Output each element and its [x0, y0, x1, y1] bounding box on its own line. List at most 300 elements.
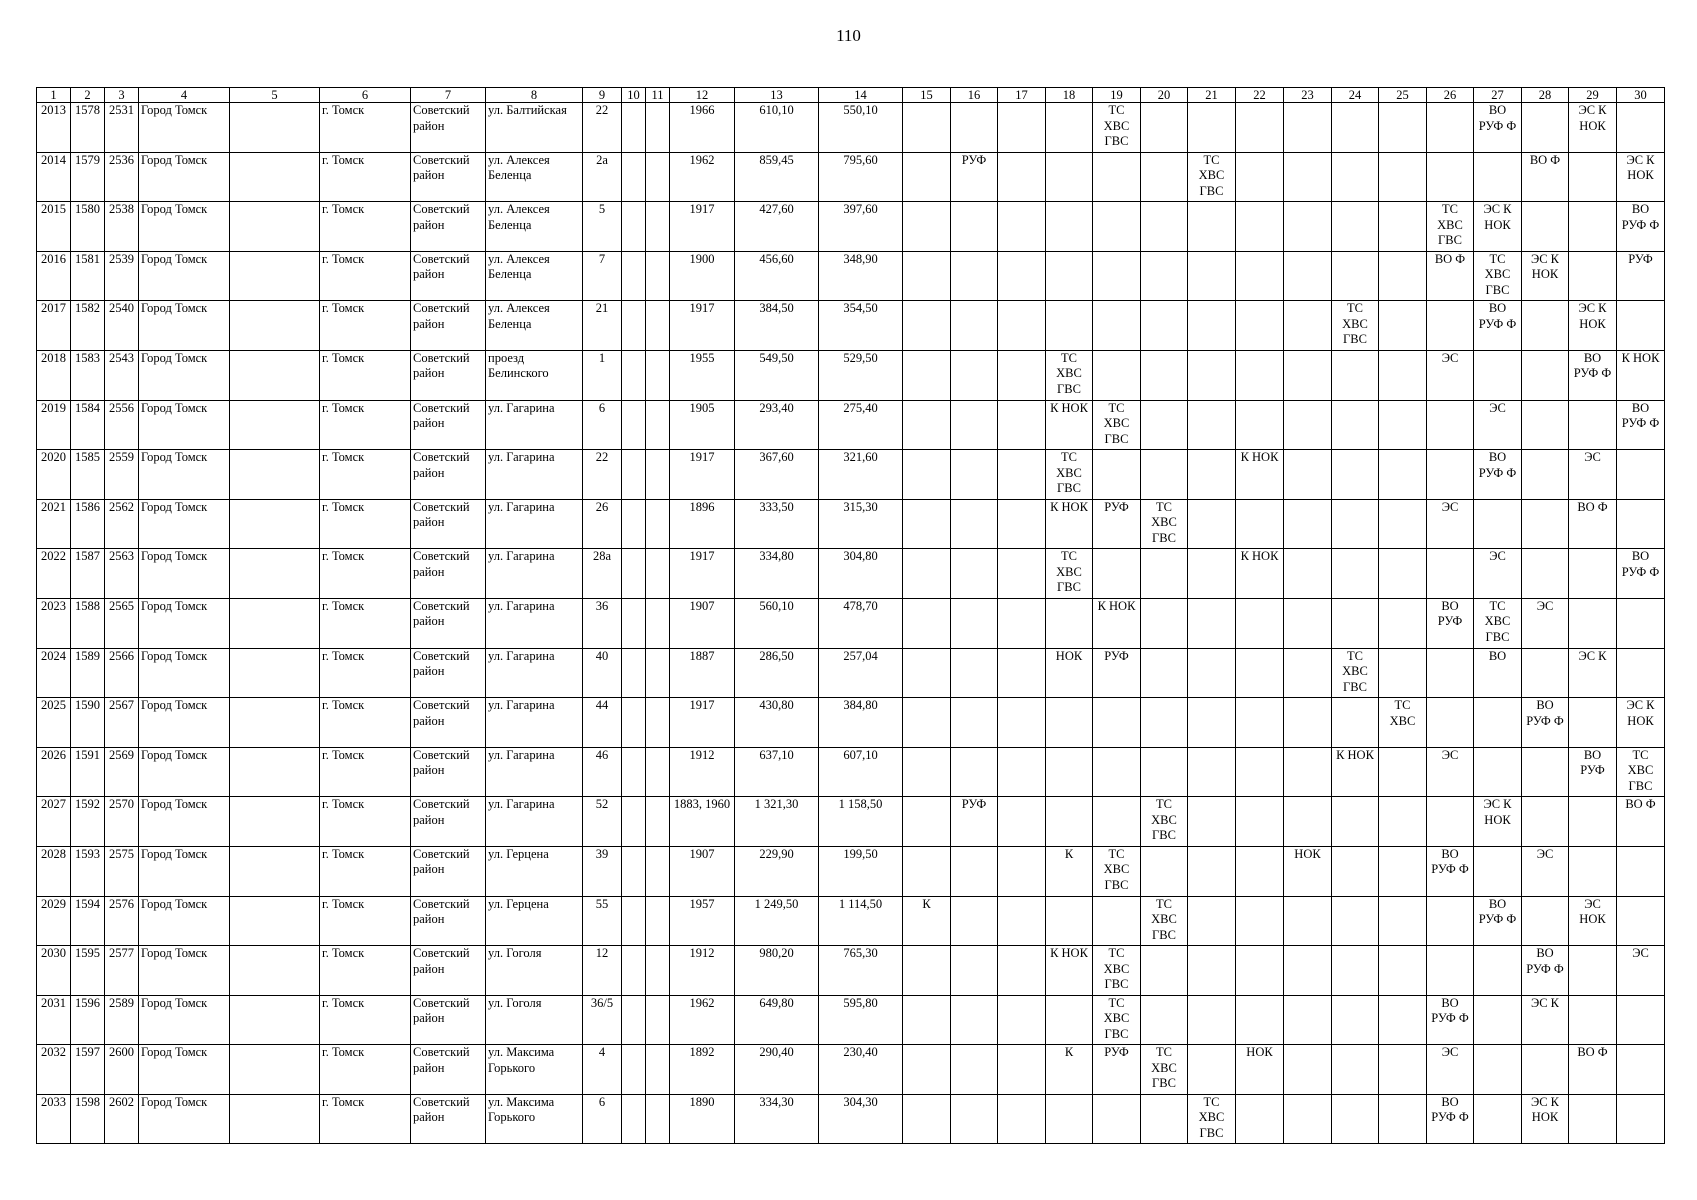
cell-col-12: 1917 [670, 202, 735, 252]
cell-col-8: ул. Гагарина [486, 400, 583, 450]
cell-col-15 [903, 400, 951, 450]
cell-col-11 [646, 698, 670, 748]
cell-col-29: ВО Ф [1569, 499, 1617, 549]
column-header-5: 5 [230, 88, 320, 103]
cell-col-14: 1 114,50 [819, 896, 903, 946]
cell-col-30: ВО Ф [1617, 797, 1665, 847]
cell-col-27: ТС ХВС ГВС [1474, 598, 1522, 648]
cell-col-22 [1236, 202, 1284, 252]
cell-col-28 [1522, 499, 1569, 549]
cell-col-2: 1598 [71, 1094, 105, 1144]
cell-col-2: 1590 [71, 698, 105, 748]
cell-col-20 [1141, 1094, 1188, 1144]
cell-col-24 [1332, 1045, 1379, 1095]
cell-col-2: 1596 [71, 995, 105, 1045]
cell-col-13: 333,50 [735, 499, 819, 549]
column-header-3: 3 [105, 88, 139, 103]
cell-col-15 [903, 152, 951, 202]
cell-col-15 [903, 103, 951, 153]
column-header-4: 4 [139, 88, 230, 103]
cell-col-24: ТС ХВС ГВС [1332, 648, 1379, 698]
cell-col-9: 21 [583, 301, 622, 351]
cell-col-19: ТС ХВС ГВС [1093, 846, 1141, 896]
cell-col-19: РУФ [1093, 648, 1141, 698]
cell-col-11 [646, 896, 670, 946]
cell-col-14: 230,40 [819, 1045, 903, 1095]
cell-col-18: НОК [1046, 648, 1093, 698]
cell-col-7: Советский район [411, 1045, 486, 1095]
page-number: 110 [836, 26, 861, 45]
cell-col-13: 293,40 [735, 400, 819, 450]
cell-col-7: Советский район [411, 648, 486, 698]
cell-col-13: 980,20 [735, 946, 819, 996]
cell-col-14: 607,10 [819, 747, 903, 797]
cell-col-6: г. Томск [320, 648, 411, 698]
cell-col-4: Город Томск [139, 946, 230, 996]
cell-col-25 [1379, 896, 1427, 946]
cell-col-16: РУФ [951, 797, 998, 847]
table-row [37, 251, 1665, 301]
cell-col-5 [230, 648, 320, 698]
cell-col-21 [1188, 103, 1236, 153]
cell-col-29 [1569, 1094, 1617, 1144]
cell-col-16 [951, 946, 998, 996]
cell-col-1: 2015 [37, 202, 71, 252]
cell-col-27: ЭС [1474, 549, 1522, 599]
cell-col-17 [998, 797, 1046, 847]
cell-col-12: 1907 [670, 598, 735, 648]
cell-col-19 [1093, 152, 1141, 202]
cell-col-17 [998, 350, 1046, 400]
cell-col-8: ул. Гагарина [486, 598, 583, 648]
cell-col-15: К [903, 896, 951, 946]
cell-col-28: ВО Ф [1522, 152, 1569, 202]
cell-col-20: ТС ХВС ГВС [1141, 896, 1188, 946]
cell-col-30: ВО РУФ Ф [1617, 400, 1665, 450]
cell-col-19: РУФ [1093, 1045, 1141, 1095]
column-header-8: 8 [486, 88, 583, 103]
cell-col-4: Город Томск [139, 499, 230, 549]
cell-col-27: ЭС К НОК [1474, 797, 1522, 847]
column-header-6: 6 [320, 88, 411, 103]
cell-col-10 [622, 1094, 646, 1144]
cell-col-8: ул. Гагарина [486, 698, 583, 748]
cell-col-23 [1284, 251, 1332, 301]
cell-col-20 [1141, 400, 1188, 450]
cell-col-7: Советский район [411, 152, 486, 202]
cell-col-28 [1522, 202, 1569, 252]
register-table [36, 87, 1665, 1144]
cell-col-8: ул. Алексея Беленца [486, 301, 583, 351]
cell-col-3: 2565 [105, 598, 139, 648]
cell-col-23 [1284, 350, 1332, 400]
cell-col-12: 1917 [670, 698, 735, 748]
cell-col-6: г. Томск [320, 698, 411, 748]
cell-col-13: 286,50 [735, 648, 819, 698]
cell-col-18 [1046, 202, 1093, 252]
cell-col-4: Город Томск [139, 301, 230, 351]
cell-col-23: НОК [1284, 846, 1332, 896]
cell-col-12: 1957 [670, 896, 735, 946]
cell-col-9: 4 [583, 1045, 622, 1095]
cell-col-14: 275,40 [819, 400, 903, 450]
cell-col-27 [1474, 995, 1522, 1045]
cell-col-28 [1522, 1045, 1569, 1095]
cell-col-22: К НОК [1236, 450, 1284, 500]
cell-col-14: 529,50 [819, 350, 903, 400]
cell-col-27: ВО [1474, 648, 1522, 698]
cell-col-27: ВО РУФ Ф [1474, 103, 1522, 153]
cell-col-17 [998, 202, 1046, 252]
cell-col-5 [230, 152, 320, 202]
cell-col-29 [1569, 598, 1617, 648]
cell-col-15 [903, 598, 951, 648]
cell-col-10 [622, 896, 646, 946]
cell-col-16 [951, 301, 998, 351]
table-row [37, 400, 1665, 450]
cell-col-28 [1522, 350, 1569, 400]
cell-col-12: 1887 [670, 648, 735, 698]
cell-col-22 [1236, 251, 1284, 301]
cell-col-20 [1141, 202, 1188, 252]
cell-col-9: 6 [583, 400, 622, 450]
cell-col-30 [1617, 103, 1665, 153]
cell-col-23 [1284, 499, 1332, 549]
cell-col-4: Город Томск [139, 1045, 230, 1095]
cell-col-9: 6 [583, 1094, 622, 1144]
cell-col-13: 610,10 [735, 103, 819, 153]
cell-col-25 [1379, 648, 1427, 698]
cell-col-6: г. Томск [320, 251, 411, 301]
cell-col-28: ЭС К НОК [1522, 251, 1569, 301]
cell-col-13: 430,80 [735, 698, 819, 748]
cell-col-10 [622, 301, 646, 351]
cell-col-27 [1474, 698, 1522, 748]
cell-col-13: 334,80 [735, 549, 819, 599]
cell-col-23 [1284, 896, 1332, 946]
cell-col-6: г. Томск [320, 202, 411, 252]
cell-col-23 [1284, 648, 1332, 698]
cell-col-16 [951, 103, 998, 153]
cell-col-17 [998, 1045, 1046, 1095]
cell-col-10 [622, 846, 646, 896]
cell-col-27: ЭС К НОК [1474, 202, 1522, 252]
cell-col-1: 2031 [37, 995, 71, 1045]
cell-col-28 [1522, 400, 1569, 450]
cell-col-23 [1284, 698, 1332, 748]
cell-col-21 [1188, 400, 1236, 450]
cell-col-15 [903, 797, 951, 847]
cell-col-4: Город Томск [139, 400, 230, 450]
cell-col-26: ВО Ф [1427, 251, 1474, 301]
cell-col-16: РУФ [951, 152, 998, 202]
cell-col-25 [1379, 946, 1427, 996]
cell-col-21 [1188, 747, 1236, 797]
cell-col-17 [998, 549, 1046, 599]
cell-col-5 [230, 1094, 320, 1144]
cell-col-21 [1188, 896, 1236, 946]
cell-col-14: 384,80 [819, 698, 903, 748]
cell-col-18: К НОК [1046, 499, 1093, 549]
cell-col-22 [1236, 598, 1284, 648]
cell-col-22 [1236, 400, 1284, 450]
cell-col-11 [646, 103, 670, 153]
cell-col-1: 2019 [37, 400, 71, 450]
cell-col-10 [622, 152, 646, 202]
column-header-7: 7 [411, 88, 486, 103]
cell-col-7: Советский район [411, 549, 486, 599]
cell-col-18: К [1046, 846, 1093, 896]
cell-col-21 [1188, 1045, 1236, 1095]
cell-col-25 [1379, 846, 1427, 896]
cell-col-2: 1595 [71, 946, 105, 996]
cell-col-1: 2014 [37, 152, 71, 202]
cell-col-22 [1236, 698, 1284, 748]
cell-col-12: 1900 [670, 251, 735, 301]
cell-col-21 [1188, 995, 1236, 1045]
cell-col-7: Советский район [411, 499, 486, 549]
cell-col-23 [1284, 747, 1332, 797]
cell-col-20 [1141, 152, 1188, 202]
column-header-11: 11 [646, 88, 670, 103]
cell-col-20 [1141, 946, 1188, 996]
cell-col-5 [230, 499, 320, 549]
cell-col-8: ул. Гагарина [486, 747, 583, 797]
column-header-16: 16 [951, 88, 998, 103]
cell-col-2: 1584 [71, 400, 105, 450]
cell-col-13: 560,10 [735, 598, 819, 648]
cell-col-30: ЭС К НОК [1617, 698, 1665, 748]
cell-col-4: Город Томск [139, 747, 230, 797]
cell-col-10 [622, 598, 646, 648]
cell-col-8: ул. Гагарина [486, 549, 583, 599]
cell-col-17 [998, 846, 1046, 896]
cell-col-10 [622, 251, 646, 301]
cell-col-7: Советский район [411, 747, 486, 797]
cell-col-8: ул. Гоголя [486, 946, 583, 996]
cell-col-7: Советский район [411, 202, 486, 252]
table-row [37, 747, 1665, 797]
cell-col-20 [1141, 747, 1188, 797]
cell-col-15 [903, 747, 951, 797]
cell-col-21 [1188, 648, 1236, 698]
cell-col-18 [1046, 301, 1093, 351]
cell-col-27: ВО РУФ Ф [1474, 896, 1522, 946]
cell-col-3: 2556 [105, 400, 139, 450]
cell-col-16 [951, 549, 998, 599]
cell-col-30 [1617, 648, 1665, 698]
cell-col-9: 36/5 [583, 995, 622, 1045]
column-header-19: 19 [1093, 88, 1141, 103]
cell-col-11 [646, 797, 670, 847]
cell-col-22 [1236, 747, 1284, 797]
cell-col-24 [1332, 598, 1379, 648]
cell-col-1: 2013 [37, 103, 71, 153]
cell-col-12: 1962 [670, 995, 735, 1045]
cell-col-17 [998, 995, 1046, 1045]
cell-col-16 [951, 896, 998, 946]
cell-col-18 [1046, 797, 1093, 847]
cell-col-24 [1332, 549, 1379, 599]
cell-col-12: 1917 [670, 450, 735, 500]
cell-col-23 [1284, 103, 1332, 153]
cell-col-10 [622, 350, 646, 400]
cell-col-26 [1427, 152, 1474, 202]
cell-col-25 [1379, 251, 1427, 301]
cell-col-27 [1474, 152, 1522, 202]
cell-col-12: 1907 [670, 846, 735, 896]
cell-col-6: г. Томск [320, 103, 411, 153]
cell-col-2: 1587 [71, 549, 105, 599]
cell-col-24 [1332, 450, 1379, 500]
cell-col-7: Советский район [411, 450, 486, 500]
cell-col-21 [1188, 946, 1236, 996]
cell-col-25 [1379, 549, 1427, 599]
cell-col-17 [998, 400, 1046, 450]
cell-col-30: ЭС К НОК [1617, 152, 1665, 202]
cell-col-9: 55 [583, 896, 622, 946]
cell-col-28 [1522, 549, 1569, 599]
cell-col-6: г. Томск [320, 549, 411, 599]
cell-col-1: 2027 [37, 797, 71, 847]
cell-col-3: 2563 [105, 549, 139, 599]
cell-col-20 [1141, 350, 1188, 400]
column-header-13: 13 [735, 88, 819, 103]
cell-col-2: 1582 [71, 301, 105, 351]
cell-col-9: 12 [583, 946, 622, 996]
cell-col-15 [903, 350, 951, 400]
cell-col-4: Город Томск [139, 202, 230, 252]
cell-col-5 [230, 797, 320, 847]
cell-col-24 [1332, 499, 1379, 549]
cell-col-24 [1332, 251, 1379, 301]
cell-col-26 [1427, 103, 1474, 153]
cell-col-19 [1093, 896, 1141, 946]
cell-col-25 [1379, 995, 1427, 1045]
cell-col-25 [1379, 103, 1427, 153]
cell-col-2: 1581 [71, 251, 105, 301]
cell-col-29 [1569, 698, 1617, 748]
cell-col-23 [1284, 995, 1332, 1045]
cell-col-19 [1093, 747, 1141, 797]
cell-col-23 [1284, 301, 1332, 351]
cell-col-4: Город Томск [139, 103, 230, 153]
cell-col-21 [1188, 598, 1236, 648]
cell-col-27: ВО РУФ Ф [1474, 301, 1522, 351]
cell-col-12: 1905 [670, 400, 735, 450]
cell-col-28: ЭС [1522, 846, 1569, 896]
cell-col-4: Город Томск [139, 598, 230, 648]
cell-col-11 [646, 499, 670, 549]
cell-col-17 [998, 301, 1046, 351]
cell-col-24 [1332, 995, 1379, 1045]
cell-col-10 [622, 698, 646, 748]
cell-col-24 [1332, 896, 1379, 946]
cell-col-16 [951, 251, 998, 301]
column-header-12: 12 [670, 88, 735, 103]
cell-col-10 [622, 103, 646, 153]
table-row [37, 698, 1665, 748]
cell-col-1: 2033 [37, 1094, 71, 1144]
cell-col-22 [1236, 499, 1284, 549]
cell-col-5 [230, 103, 320, 153]
cell-col-18: К [1046, 1045, 1093, 1095]
cell-col-11 [646, 301, 670, 351]
cell-col-29: ЭС К НОК [1569, 301, 1617, 351]
cell-col-28: ВО РУФ Ф [1522, 946, 1569, 996]
cell-col-29 [1569, 549, 1617, 599]
cell-col-19 [1093, 549, 1141, 599]
cell-col-3: 2567 [105, 698, 139, 748]
cell-col-6: г. Томск [320, 747, 411, 797]
cell-col-15 [903, 995, 951, 1045]
cell-col-11 [646, 1045, 670, 1095]
cell-col-24 [1332, 946, 1379, 996]
cell-col-20 [1141, 450, 1188, 500]
cell-col-17 [998, 896, 1046, 946]
cell-col-23 [1284, 400, 1332, 450]
cell-col-19: ТС ХВС ГВС [1093, 400, 1141, 450]
cell-col-29 [1569, 995, 1617, 1045]
cell-col-16 [951, 846, 998, 896]
cell-col-3: 2576 [105, 896, 139, 946]
cell-col-6: г. Томск [320, 499, 411, 549]
cell-col-6: г. Томск [320, 846, 411, 896]
cell-col-5 [230, 350, 320, 400]
cell-col-16 [951, 698, 998, 748]
cell-col-13: 549,50 [735, 350, 819, 400]
column-header-26: 26 [1427, 88, 1474, 103]
cell-col-17 [998, 946, 1046, 996]
cell-col-30: ЭС [1617, 946, 1665, 996]
cell-col-29 [1569, 251, 1617, 301]
cell-col-9: 2а [583, 152, 622, 202]
cell-col-17 [998, 450, 1046, 500]
column-header-23: 23 [1284, 88, 1332, 103]
cell-col-14: 795,60 [819, 152, 903, 202]
table-row [37, 549, 1665, 599]
cell-col-11 [646, 747, 670, 797]
cell-col-3: 2543 [105, 350, 139, 400]
cell-col-3: 2575 [105, 846, 139, 896]
cell-col-17 [998, 499, 1046, 549]
cell-col-7: Советский район [411, 995, 486, 1045]
cell-col-29: ЭС [1569, 450, 1617, 500]
cell-col-12: 1883, 1960 [670, 797, 735, 847]
cell-col-28: ЭС К НОК [1522, 1094, 1569, 1144]
cell-col-28 [1522, 797, 1569, 847]
cell-col-10 [622, 549, 646, 599]
cell-col-27 [1474, 1094, 1522, 1144]
cell-col-29 [1569, 152, 1617, 202]
cell-col-19: РУФ [1093, 499, 1141, 549]
cell-col-23 [1284, 152, 1332, 202]
cell-col-27 [1474, 1045, 1522, 1095]
cell-col-21 [1188, 698, 1236, 748]
cell-col-3: 2531 [105, 103, 139, 153]
cell-col-19 [1093, 202, 1141, 252]
cell-col-15 [903, 301, 951, 351]
cell-col-12: 1966 [670, 103, 735, 153]
cell-col-26: ВО РУФ Ф [1427, 846, 1474, 896]
cell-col-14: 315,30 [819, 499, 903, 549]
cell-col-25 [1379, 499, 1427, 549]
cell-col-15 [903, 1045, 951, 1095]
cell-col-17 [998, 598, 1046, 648]
cell-col-15 [903, 450, 951, 500]
cell-col-15 [903, 698, 951, 748]
cell-col-4: Город Томск [139, 698, 230, 748]
